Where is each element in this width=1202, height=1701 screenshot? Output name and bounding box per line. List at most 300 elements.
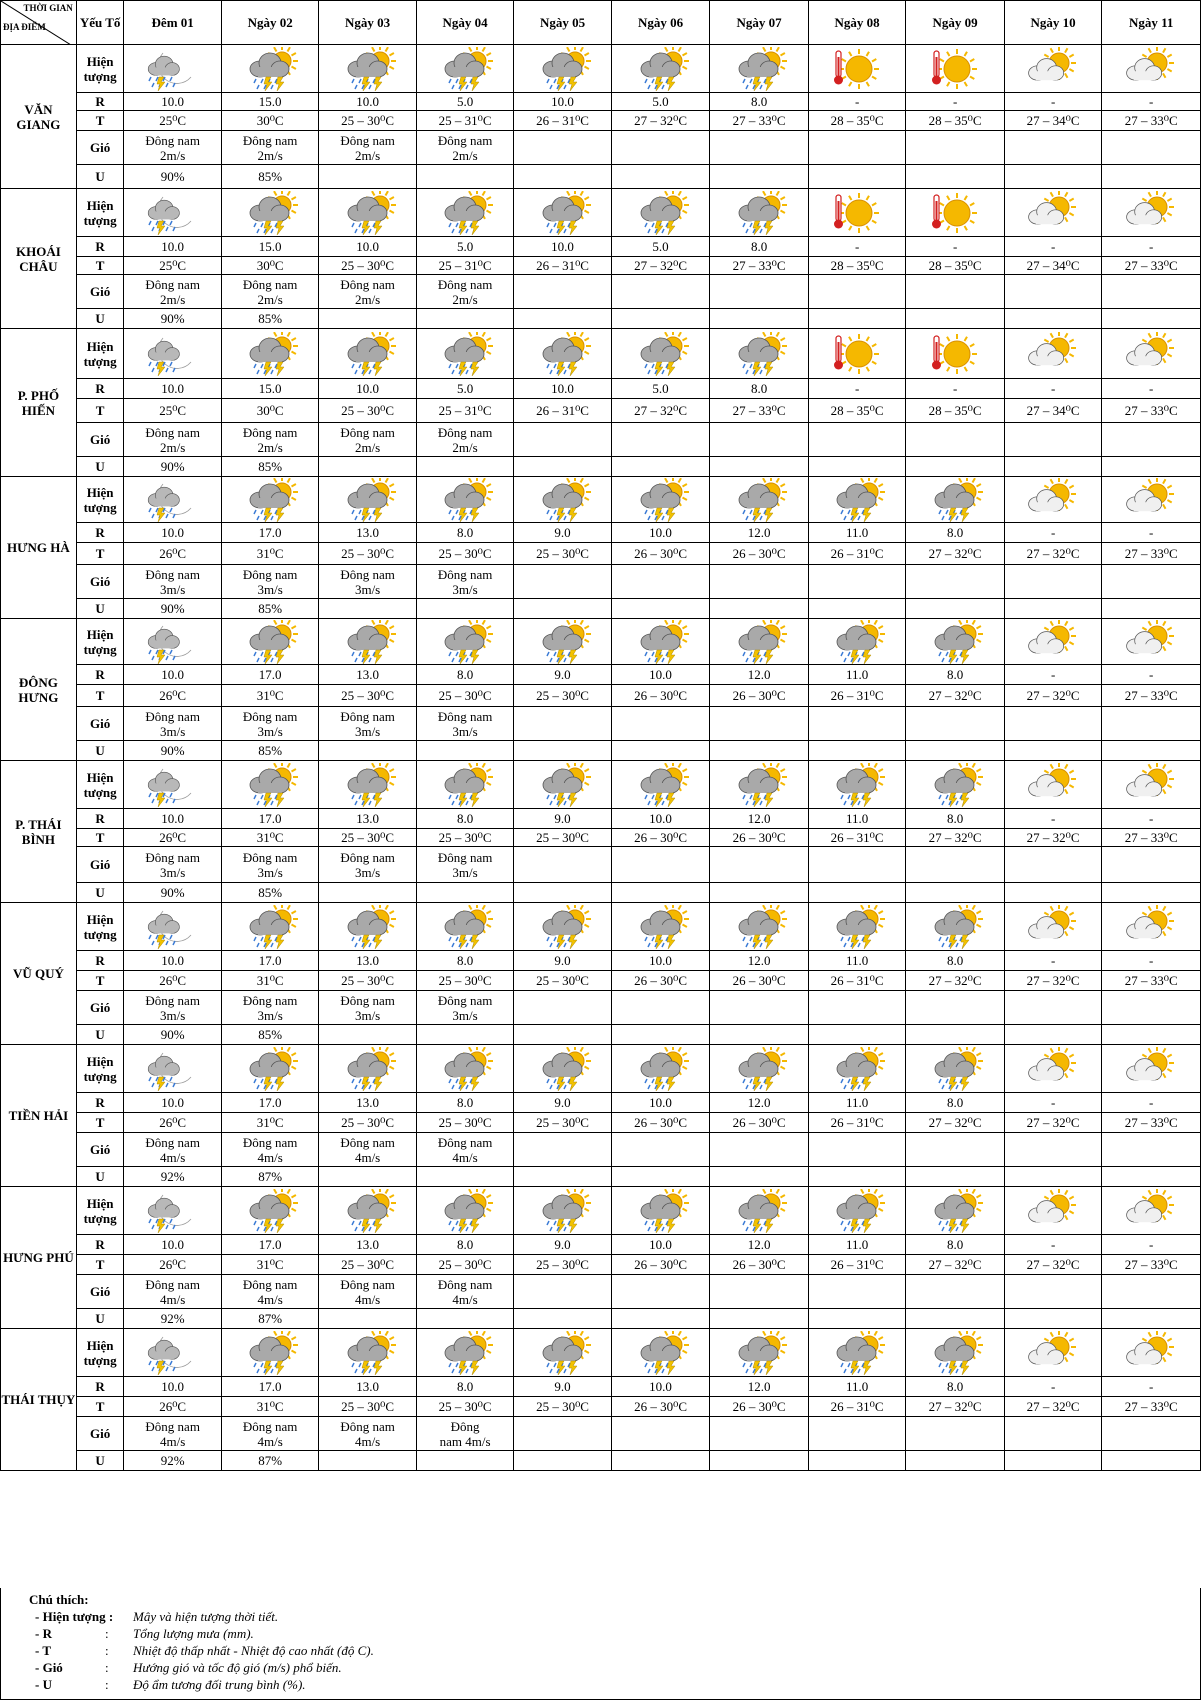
weather-cell [221,619,318,665]
wind-speed: 3m/s [257,864,283,880]
partly-cloudy-icon [1005,1189,1101,1233]
weather-cell [319,903,416,951]
wind-cell [319,707,416,741]
legend-separator: : [105,1660,109,1675]
temp-cell: 27 – 32⁰C [906,1397,1005,1417]
weather-cell [1004,1329,1101,1377]
wind-speed: 3m/s [452,581,478,597]
location-name: THÁI THỤY [1,1329,77,1471]
weather-cell [1004,189,1101,237]
factor-temp: T [76,399,124,423]
rain-cell: - [1004,1377,1101,1397]
empty-cell [416,457,513,477]
rain-cell: 11.0 [808,1377,905,1397]
empty-cell [1004,565,1101,599]
weather-cell [319,1329,416,1377]
rain-cell: 8.0 [906,1235,1005,1255]
weather-cell [319,761,416,809]
rain-cell: 12.0 [710,809,809,829]
wind-cell [221,1133,318,1167]
wind-cell [221,707,318,741]
storm-icon [222,763,318,807]
empty-cell [1102,275,1201,309]
temp-cell: 26 – 30⁰C [710,1397,809,1417]
night-rain-icon [124,905,220,949]
empty-cell [1004,165,1101,189]
weather-cell [1004,329,1101,379]
factor-rain: R [76,1377,124,1397]
weather-cell [221,45,318,93]
weather-cell [416,761,513,809]
storm-icon [514,905,610,949]
legend-key: - Hiện tượng : [35,1609,114,1624]
storm-icon [417,905,513,949]
rain-cell: 5.0 [416,237,513,257]
factor-wind: Gió [76,565,124,599]
factor-phenomenon: Hiện tượng [76,1187,124,1235]
humidity-cell: 90% [124,599,221,619]
empty-cell [906,131,1005,165]
storm-icon [222,332,318,376]
wind-direction: Đông nam [145,276,200,292]
weather-cell [906,477,1005,523]
empty-cell [1102,707,1201,741]
rain-cell: - [808,379,905,399]
empty-cell [1004,423,1101,457]
empty-cell [808,1025,905,1045]
wind-cell [416,565,513,599]
empty-cell [906,165,1005,189]
temp-cell: 25 – 30⁰C [514,1113,611,1133]
empty-cell [1102,131,1201,165]
empty-cell [710,1309,809,1329]
weather-cell [906,619,1005,665]
rain-cell: 9.0 [514,951,611,971]
legend-item [1,1642,1200,1659]
empty-cell [808,309,905,329]
storm-icon [710,478,808,522]
rain-cell: 8.0 [416,1235,513,1255]
factor-rain: R [76,237,124,257]
empty-cell [514,883,611,903]
rain-cell: 13.0 [319,1235,416,1255]
storm-icon [319,47,415,91]
storm-icon [906,1331,1004,1375]
weather-cell [319,1187,416,1235]
partly-cloudy-icon [1005,191,1101,235]
rain-cell: - [1102,665,1201,685]
weather-cell [124,477,221,523]
factor-wind: Gió [76,423,124,457]
weather-cell [319,189,416,237]
wind-cell [124,423,221,457]
empty-cell [808,565,905,599]
partly-cloudy-icon [1005,905,1101,949]
wind-direction: Đông nam [437,849,493,865]
legend-key: - U [35,1677,52,1692]
empty-cell [611,309,710,329]
storm-icon [319,905,415,949]
temp-cell: 26⁰C [124,685,221,707]
rain-cell: 8.0 [416,809,513,829]
temp-cell: 27 – 33⁰C [1102,1255,1201,1275]
weather-cell [514,1187,611,1235]
rain-cell: 5.0 [611,237,710,257]
rain-cell: 5.0 [611,379,710,399]
wind-cell [319,1417,416,1451]
empty-cell [710,457,809,477]
wind-direction: Đông nam [340,276,395,292]
factor-humidity: U [76,165,124,189]
temp-cell: 25 – 30⁰C [416,543,513,565]
rain-cell: 13.0 [319,1377,416,1397]
rain-cell: - [808,237,905,257]
wind-cell [416,991,513,1025]
empty-cell [611,1133,710,1167]
empty-cell [808,1167,905,1187]
rain-cell: - [1004,665,1101,685]
partly-cloudy-icon [1005,1047,1101,1091]
weather-cell [319,477,416,523]
partly-cloudy-icon [1005,763,1101,807]
rain-cell: 11.0 [808,1235,905,1255]
weather-cell [611,761,710,809]
rain-cell: - [1102,809,1201,829]
temp-cell: 27 – 33⁰C [1102,399,1201,423]
empty-cell [1004,309,1101,329]
weather-cell [1102,903,1201,951]
rain-cell: 11.0 [808,809,905,829]
temp-cell: 25 – 30⁰C [416,1255,513,1275]
temp-cell: 31⁰C [221,685,318,707]
rain-cell: - [1004,379,1101,399]
empty-cell [1102,1417,1201,1451]
storm-icon [809,620,905,664]
legend-key: - Gió [35,1660,63,1675]
weather-cell [124,329,221,379]
night-rain-icon [124,1047,220,1091]
wind-speed: 2m/s [452,291,478,307]
weather-cell [514,1045,611,1093]
empty-cell [1102,991,1201,1025]
empty-cell [1102,883,1201,903]
wind-speed: 3m/s [257,723,283,739]
rain-cell: 8.0 [416,1093,513,1113]
legend [0,1588,1201,1700]
factor-rain: R [76,1093,124,1113]
weather-cell [1102,477,1201,523]
empty-cell [808,991,905,1025]
wind-direction: Đông nam [242,132,298,148]
wind-direction: Đông nam [242,276,298,292]
empty-cell [710,1417,809,1451]
storm-icon [612,191,710,235]
factor-temp: T [76,1255,124,1275]
rain-cell: 8.0 [906,523,1005,543]
temp-cell: 25 – 30⁰C [416,971,513,991]
weather-cell [319,1045,416,1093]
temp-cell: 27 – 34⁰C [1004,111,1101,131]
weather-cell [906,761,1005,809]
factor-phenomenon: Hiện tượng [76,1045,124,1093]
weather-cell [319,619,416,665]
empty-cell [710,1275,809,1309]
weather-cell [808,1329,905,1377]
wind-cell [124,131,221,165]
weather-cell [416,619,513,665]
location-name: KHOÁI CHÂU [1,189,77,329]
hot-icon [906,47,1004,91]
rain-cell: 5.0 [611,93,710,111]
empty-cell [416,1451,513,1471]
factor-header: Yếu Tố [76,1,124,45]
storm-icon [710,620,808,664]
rain-cell: 9.0 [514,1377,611,1397]
storm-icon [417,763,513,807]
rain-cell: 13.0 [319,951,416,971]
weather-cell [611,45,710,93]
weather-cell [710,903,809,951]
empty-cell [611,847,710,883]
day-header: Ngày 06 [611,1,710,45]
legend-desc: Độ ẩm tương đối trung bình (%). [133,1677,306,1692]
rain-cell: 11.0 [808,665,905,685]
wind-cell [319,847,416,883]
rain-cell: - [906,93,1005,111]
legend-separator: : [105,1643,109,1658]
temp-cell: 27 – 32⁰C [906,543,1005,565]
storm-icon [417,620,513,664]
empty-cell [710,1167,809,1187]
weather-cell [710,1329,809,1377]
factor-temp: T [76,685,124,707]
temp-cell: 27 – 33⁰C [1102,829,1201,847]
empty-cell [1004,847,1101,883]
storm-icon [222,620,318,664]
rain-cell: 12.0 [710,1377,809,1397]
wind-speed: 3m/s [160,864,186,880]
rain-cell: - [1004,809,1101,829]
rain-cell: 10.0 [611,523,710,543]
storm-icon [710,1047,808,1091]
wind-cell [319,423,416,457]
empty-cell [611,131,710,165]
storm-icon [710,905,808,949]
temp-cell: 28 – 35⁰C [906,111,1005,131]
wind-cell [416,275,513,309]
wind-cell [319,275,416,309]
rain-cell: 10.0 [319,237,416,257]
legend-separator: : [105,1626,109,1641]
temp-cell: 25 – 31⁰C [416,257,513,275]
storm-icon [319,1331,415,1375]
storm-icon [906,478,1004,522]
empty-cell [906,1309,1005,1329]
night-rain-icon [124,1189,220,1233]
temp-cell: 25 – 30⁰C [319,111,416,131]
rain-cell: 8.0 [710,237,809,257]
empty-cell [1102,1025,1201,1045]
rain-cell: 8.0 [906,1377,1005,1397]
rain-cell: 10.0 [319,379,416,399]
partly-cloudy-icon [1102,478,1200,522]
factor-rain: R [76,93,124,111]
night-rain-icon [124,763,220,807]
rain-cell: - [1004,93,1101,111]
empty-cell [514,1133,611,1167]
temp-cell: 30⁰C [221,111,318,131]
empty-cell [808,847,905,883]
rain-cell: 10.0 [611,665,710,685]
temp-cell: 27 – 33⁰C [710,257,809,275]
weather-cell [1102,189,1201,237]
storm-icon [514,763,610,807]
weather-cell [416,1329,513,1377]
empty-cell [319,1025,416,1045]
empty-cell [906,275,1005,309]
wind-direction: Đông nam [340,1134,395,1150]
rain-cell: 17.0 [221,665,318,685]
empty-cell [906,457,1005,477]
weather-cell [906,329,1005,379]
weather-cell [611,1045,710,1093]
empty-cell [906,1275,1005,1309]
temp-cell: 27 – 32⁰C [1004,971,1101,991]
wind-speed: nam 4m/s [439,1433,491,1449]
rain-cell: - [1004,237,1101,257]
wind-direction: Đông nam [340,992,395,1008]
temp-cell: 26 – 31⁰C [514,257,611,275]
weather-cell [1102,761,1201,809]
storm-icon [514,47,610,91]
weather-cell [416,903,513,951]
empty-cell [1004,1025,1101,1045]
wind-direction: Đông nam [437,992,493,1008]
legend-item [1,1659,1200,1676]
humidity-cell: 85% [221,1025,318,1045]
partly-cloudy-icon [1005,1331,1101,1375]
empty-cell [514,165,611,189]
wind-speed: 3m/s [257,1007,283,1023]
rain-cell: 10.0 [514,379,611,399]
legend-title: Chú thích: [29,1592,89,1607]
legend-separator: : [105,1677,109,1692]
rain-cell: 17.0 [221,1377,318,1397]
storm-icon [710,1331,808,1375]
temp-cell: 26 – 31⁰C [808,971,905,991]
partly-cloudy-icon [1005,47,1101,91]
legend-desc: Hướng gió và tốc độ gió (m/s) phổ biến. [133,1660,342,1675]
wind-cell [124,1275,221,1309]
weather-cell [611,189,710,237]
empty-cell [808,883,905,903]
empty-cell [611,423,710,457]
weather-cell [221,477,318,523]
wind-cell [221,991,318,1025]
rain-cell: 10.0 [611,951,710,971]
empty-cell [514,599,611,619]
rain-cell: 10.0 [611,1377,710,1397]
weather-cell [416,477,513,523]
weather-cell [906,1329,1005,1377]
weather-cell [611,903,710,951]
wind-direction: Đông nam [437,1134,493,1150]
location-name: VŨ QUÝ [1,903,77,1045]
weather-cell [416,189,513,237]
factor-humidity: U [76,309,124,329]
weather-cell [906,1045,1005,1093]
empty-cell [710,309,809,329]
factor-phenomenon: Hiện tượng [76,45,124,93]
empty-cell [514,309,611,329]
rain-cell: 10.0 [124,1377,221,1397]
legend-desc: Mây và hiện tượng thời tiết. [133,1609,279,1624]
rain-cell: - [906,237,1005,257]
wind-speed: 4m/s [160,1291,186,1307]
night-rain-icon [124,620,220,664]
empty-cell [514,275,611,309]
empty-cell [808,1451,905,1471]
weather-cell [1102,1045,1201,1093]
empty-cell [1004,741,1101,761]
storm-icon [514,1047,610,1091]
partly-cloudy-icon [1102,620,1200,664]
day-header: Ngày 10 [1004,1,1101,45]
temp-cell: 31⁰C [221,971,318,991]
temp-cell: 25 – 30⁰C [319,399,416,423]
empty-cell [416,741,513,761]
rain-cell: 10.0 [124,809,221,829]
humidity-cell: 85% [221,309,318,329]
wind-speed: 2m/s [354,291,381,307]
weather-cell [808,329,905,379]
temp-cell: 26 – 31⁰C [808,543,905,565]
night-rain-icon [124,478,220,522]
factor-temp: T [76,543,124,565]
storm-icon [710,191,808,235]
partly-cloudy-icon [1102,47,1200,91]
empty-cell [416,1167,513,1187]
wind-direction: Đông nam [437,566,493,582]
temp-cell: 25 – 30⁰C [319,1113,416,1133]
temp-cell: 25 – 30⁰C [416,1397,513,1417]
humidity-cell: 85% [221,883,318,903]
empty-cell [1102,1275,1201,1309]
empty-cell [514,457,611,477]
wind-direction: Đông nam [437,276,493,292]
temp-cell: 26 – 30⁰C [710,1113,809,1133]
legend-desc: Nhiệt độ thấp nhất - Nhiệt độ cao nhất (độ C). [133,1643,374,1658]
factor-temp: T [76,257,124,275]
empty-cell [1102,599,1201,619]
temp-cell: 25 – 30⁰C [514,685,611,707]
temp-cell: 28 – 35⁰C [808,257,905,275]
wind-direction: Đông nam [242,992,298,1008]
storm-icon [710,1189,808,1233]
empty-cell [906,991,1005,1025]
factor-wind: Gió [76,847,124,883]
empty-cell [808,423,905,457]
factor-wind: Gió [76,1133,124,1167]
rain-cell: 17.0 [221,523,318,543]
wind-cell [319,1275,416,1309]
empty-cell [416,599,513,619]
temp-cell: 25 – 30⁰C [319,685,416,707]
empty-cell [514,1025,611,1045]
temp-cell: 27 – 32⁰C [1004,1113,1101,1133]
wind-direction: Đông nam [145,849,200,865]
rain-cell: 9.0 [514,665,611,685]
